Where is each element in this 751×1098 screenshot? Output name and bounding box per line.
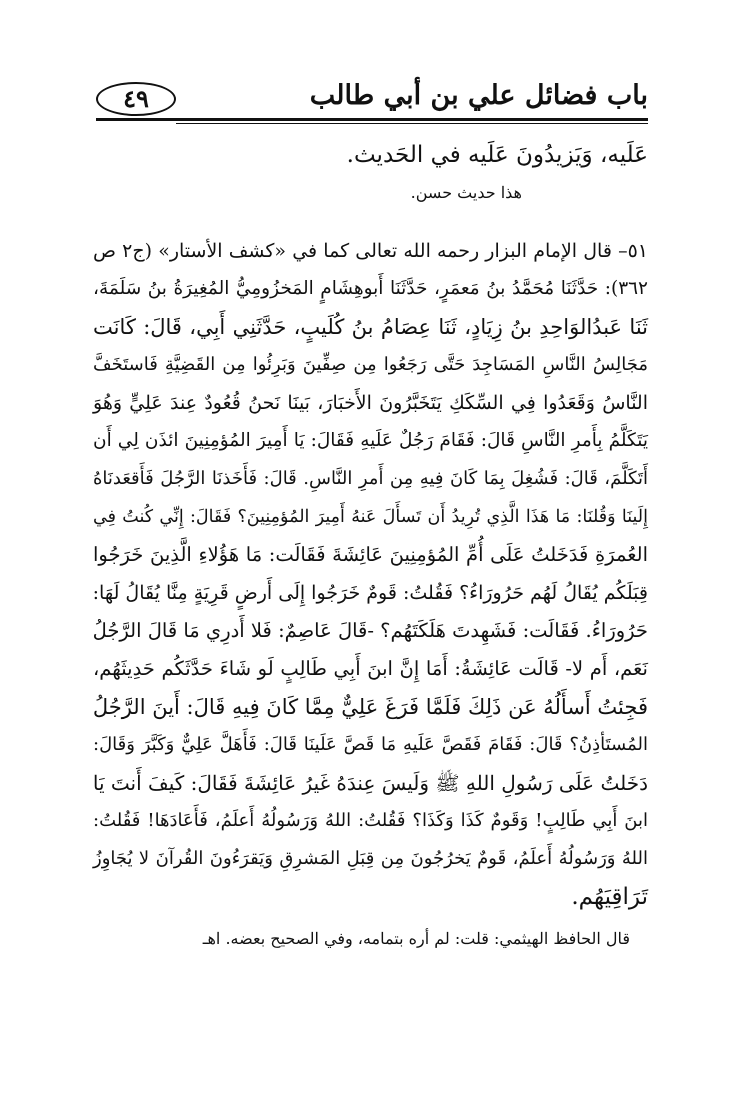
- text-line: نَعَم، أَم لا- قَالَت عَائِشَةُ: أَمَا إِنَّ ابنَ أَبِي طَالِبٍ لَو شَاءَ حَدَّثَكُم حَدِيثَهُم،: [93, 657, 648, 680]
- page-header: [96, 78, 648, 122]
- header-rule-thin: [176, 123, 648, 124]
- text-line: إِلَينَا وَقُلنَا: مَا هَذَا الَّذِي تُرِيدُ أَن تَسأَلَ عَنهُ أَمِيرَ المُؤمِنِينَ؟ فَقَالَ: إِنِّي كُنتُ فِي: [93, 507, 648, 527]
- source-note: قال الحافظ الهيثمي: قلت: لم أره بتمامه، وفي الصحيح بعضه. اهـ: [202, 929, 630, 948]
- text-line: فَجِئتُ أَسأَلُهُ عَن ذَلِكَ فَلَمَّا فَرَغَ عَلِيٌّ مِمَّا كَانَ فِيهِ قَالَ: أَينَ الرَّجُلُ: [92, 695, 648, 719]
- text-line: حَرُورَاءُ. فَقَالَت: فَشَهِدتَ هَلَكَتَهُم؟ -قَالَ عَاصِمٌ: فَلا أَدرِي مَا قَالَ الرَّجُلُ: [92, 619, 648, 642]
- text-line: أَتَكَلَّمَ، قَالَ: فَشُغِلَ بِمَا كَانَ فِيهِ مِن أَمرِ النَّاسِ. قَالَ: فَأَخَذنَا الرَّجُلَ فَأَقعَدنَاهُ: [93, 468, 648, 489]
- text-line: اللهُ وَرَسُولُهُ أَعلَمُ، قَومٌ يَخرُجُونَ مِن قِبَلِ المَشرِقِ وَيَقرَءُونَ القُرآنَ لا يُجَاوِزُ: [93, 848, 648, 869]
- text-line: ٥١– قال الإمام البزار رحمه الله تعالى كما في «كشف الأستار» (ج٢ ص: [93, 240, 649, 262]
- text-line-last: تَرَاقِيَهُم.: [571, 884, 648, 910]
- chapter-title: باب فضائل علي بن أبي طالب: [309, 80, 648, 111]
- text-line: ٣٦٢): حَدَّثَنَا مُحَمَّدُ بنُ مَعمَرٍ، حَدَّثَنَا أَبوهِشَامٍ المَخزُومِيُّ المُغِيرَةُ بنُ سَلَمَةَ،: [93, 278, 648, 299]
- text-line: المُستَأذِنُ؟ قَالَ: فَقَامَ فَقَصَّ عَلَيهِ مَا قَصَّ عَلَينَا قَالَ: فَأَهَلَّ عَلِيٌّ وَكَبَّرَ وَقَالَ:: [93, 734, 648, 755]
- text-line: قِبَلَكُم يُقَالُ لَهُم حَرُورَاءُ؟ فَقُلتُ: قَومٌ خَرَجُوا إِلَى أَرضٍ قَرِيَةٍ مِنَّا يُقَالُ لَهَا:: [92, 582, 648, 604]
- text-line: النَّاسُ وَقَعَدُوا فِي السِّكَكِ يَتَخَبَّرُونَ الأَخبَارَ، بَينَا نَحنُ قُعُودٌ عِندَ عَلِيٍّ وَهُوَ: [93, 392, 648, 414]
- page-number: ٤٩: [96, 82, 176, 116]
- text-line: ثَنَا عَبدُالوَاحِدِ بنُ زِيَادٍ، ثَنَا عِصَامُ بنُ كُلَيبٍ، حَدَّثَنِي أَبِي، قَالَ: كَانَت: [93, 315, 648, 339]
- text-line: ابنَ أَبِي طَالِبٍ! وَقَومٌ كَذَا وَكَذَا؟ فَقُلتُ: اللهُ وَرَسُولُهُ أَعلَمُ، فَأَعَادَهَا! فَقُلتُ:: [93, 810, 648, 831]
- intro-line: عَلَيه، وَيَزيدُونَ عَلَيه في الحَديث.: [346, 142, 648, 168]
- text-line: مَجَالِسُ النَّاسِ المَسَاجِدَ حَتَّى رَجَعُوا مِن صِفِّينَ وَبَرِئُوا مِن القَضِيَّةِ فَاستَخَفَّ: [93, 354, 648, 375]
- hadith-grade: هذا حديث حسن.: [410, 183, 522, 202]
- text-line: العُمرَةِ فَدَخَلتُ عَلَى أُمِّ المُؤمِنِينَ عَائِشَةَ فَقَالَت: مَا هَؤُلاءِ الَّذِينَ خَرَجُوا: [93, 543, 648, 566]
- text-line: دَخَلتُ عَلَى رَسُولِ اللهِ ﷺ وَلَيسَ عِندَهُ غَيرُ عَائِشَةَ فَقَالَ: كَيفَ أَنتَ يَا: [92, 771, 648, 795]
- text-line: يَتَكَلَّمُ بِأَمرِ النَّاسِ قَالَ: فَقَامَ رَجُلٌ عَلَيهِ فَقَالَ: يَا أَمِيرَ المُؤمِنِينَ ائذَن لِي أَن: [93, 430, 648, 451]
- header-rule: [96, 118, 648, 121]
